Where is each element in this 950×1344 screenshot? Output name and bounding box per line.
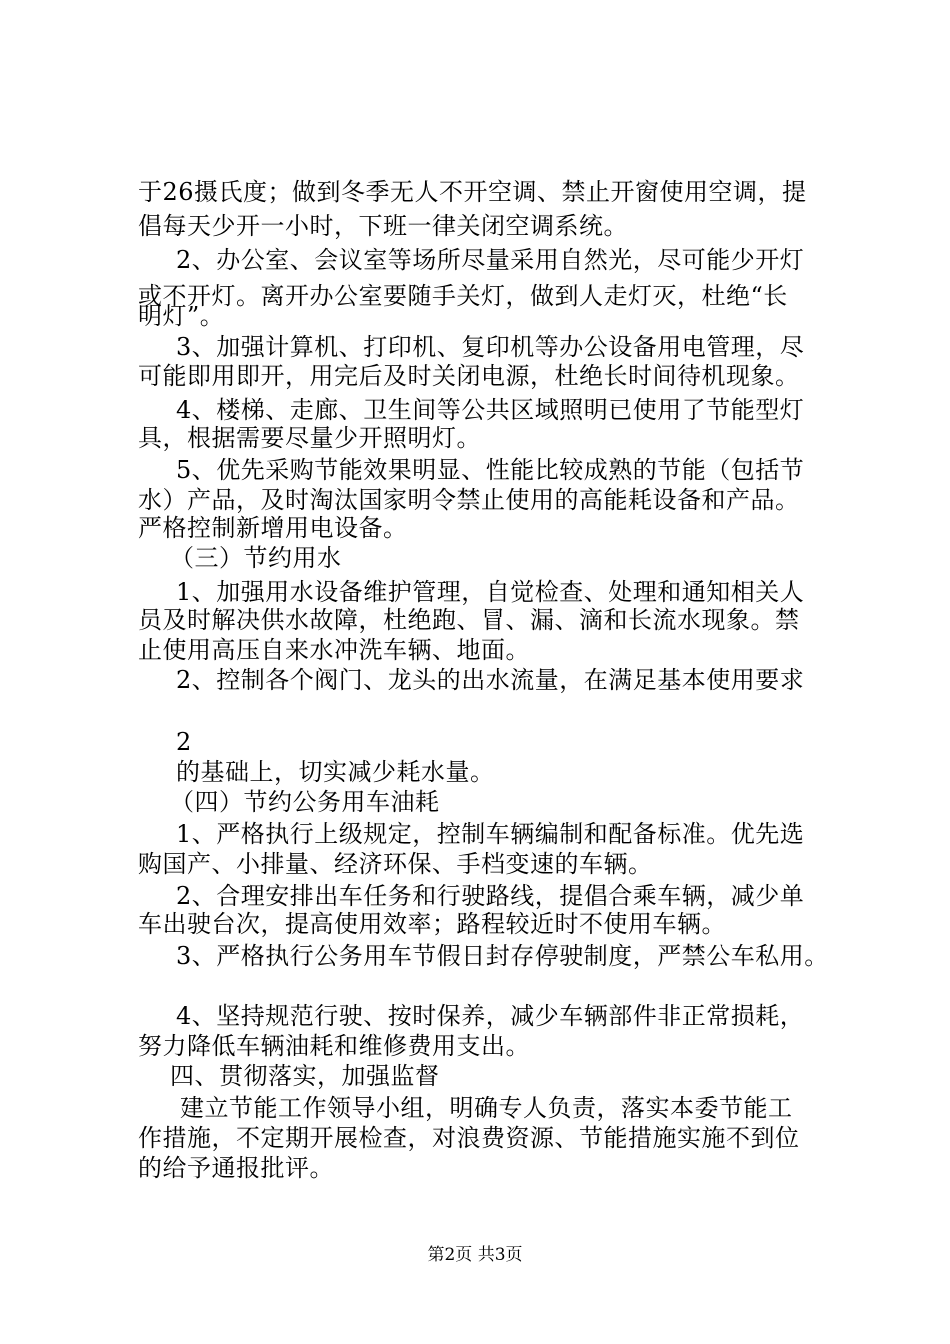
text-line: 车出驶台次，提高使用效率；路程较近时不使用车辆。 — [138, 910, 726, 938]
text-line: 努力降低车辆油耗和维修费用支出。 — [138, 1032, 530, 1060]
section-heading: 四、贯彻落实，加强监督 — [170, 1062, 440, 1090]
text-line: 的给予通报批评。 — [138, 1154, 334, 1182]
text-line: 2、控制各个阀门、龙头的出水流量，在满足基本使用要求 — [176, 666, 805, 694]
text-line: 购国产、小排量、经济环保、手档变速的车辆。 — [138, 850, 653, 878]
text-line: 可能即用即开，用完后及时关闭电源，杜绝长时间待机现象。 — [138, 362, 800, 390]
text-line: 明灯”。 — [138, 302, 225, 330]
text-line: 4、楼梯、走廊、卫生间等公共区域照明已使用了节能型灯 — [176, 396, 805, 424]
text-line: 于26摄氏度；做到冬季无人不开空调、禁止开窗使用空调，提 — [138, 178, 807, 206]
text-line: 5、优先采购节能效果明显、性能比较成熟的节能（包括节 — [176, 456, 805, 484]
text-line: 3、加强计算机、打印机、复印机等办公设备用电管理，尽 — [176, 333, 805, 361]
text-line: 倡每天少开一小时，下班一律关闭空调系统。 — [138, 212, 628, 240]
text-line: 建立节能工作领导小组，明确专人负责，落实本委节能工 — [180, 1094, 793, 1122]
section-heading: （四）节约公务用车油耗 — [170, 788, 440, 816]
text-line: 的基础上，切实减少耗水量。 — [176, 758, 495, 786]
text-line: 4、坚持规范行驶、按时保养，减少车辆部件非正常损耗， — [176, 1002, 805, 1030]
text-line: 严格控制新增用电设备。 — [138, 514, 408, 542]
text-line: 2、合理安排出车任务和行驶路线，提倡合乘车辆，减少单 — [176, 882, 805, 910]
text-line: 员及时解决供水故障，杜绝跑、冒、漏、滴和长流水现象。禁 — [138, 606, 800, 634]
text-line: 3、严格执行公务用车节假日封存停驶制度，严禁公车私用。 — [176, 942, 829, 970]
text-line: 1、严格执行上级规定，控制车辆编制和配备标准。优先选 — [176, 820, 805, 848]
text-line: 作措施，不定期开展检查，对浪费资源、节能措施实施不到位 — [138, 1124, 800, 1152]
text-line: 或不开灯。离开办公室要随手关灯，做到人走灯灭，杜绝“长 — [138, 282, 788, 310]
page-break-number: 2 — [176, 728, 192, 756]
text-line: 水）产品，及时淘汰国家明令禁止使用的高能耗设备和产品。 — [138, 486, 800, 514]
text-line: 具，根据需要尽量少开照明灯。 — [138, 424, 481, 452]
page-footer: 第2页 共3页 — [427, 1245, 523, 1265]
text-line: 1、加强用水设备维护管理，自觉检查、处理和通知相关人 — [176, 578, 805, 606]
text-line: 2、办公室、会议室等场所尽量采用自然光，尽可能少开灯 — [176, 246, 805, 274]
section-heading: （三）节约用水 — [170, 544, 342, 572]
text-line: 止使用高压自来水冲洗车辆、地面。 — [138, 636, 530, 664]
